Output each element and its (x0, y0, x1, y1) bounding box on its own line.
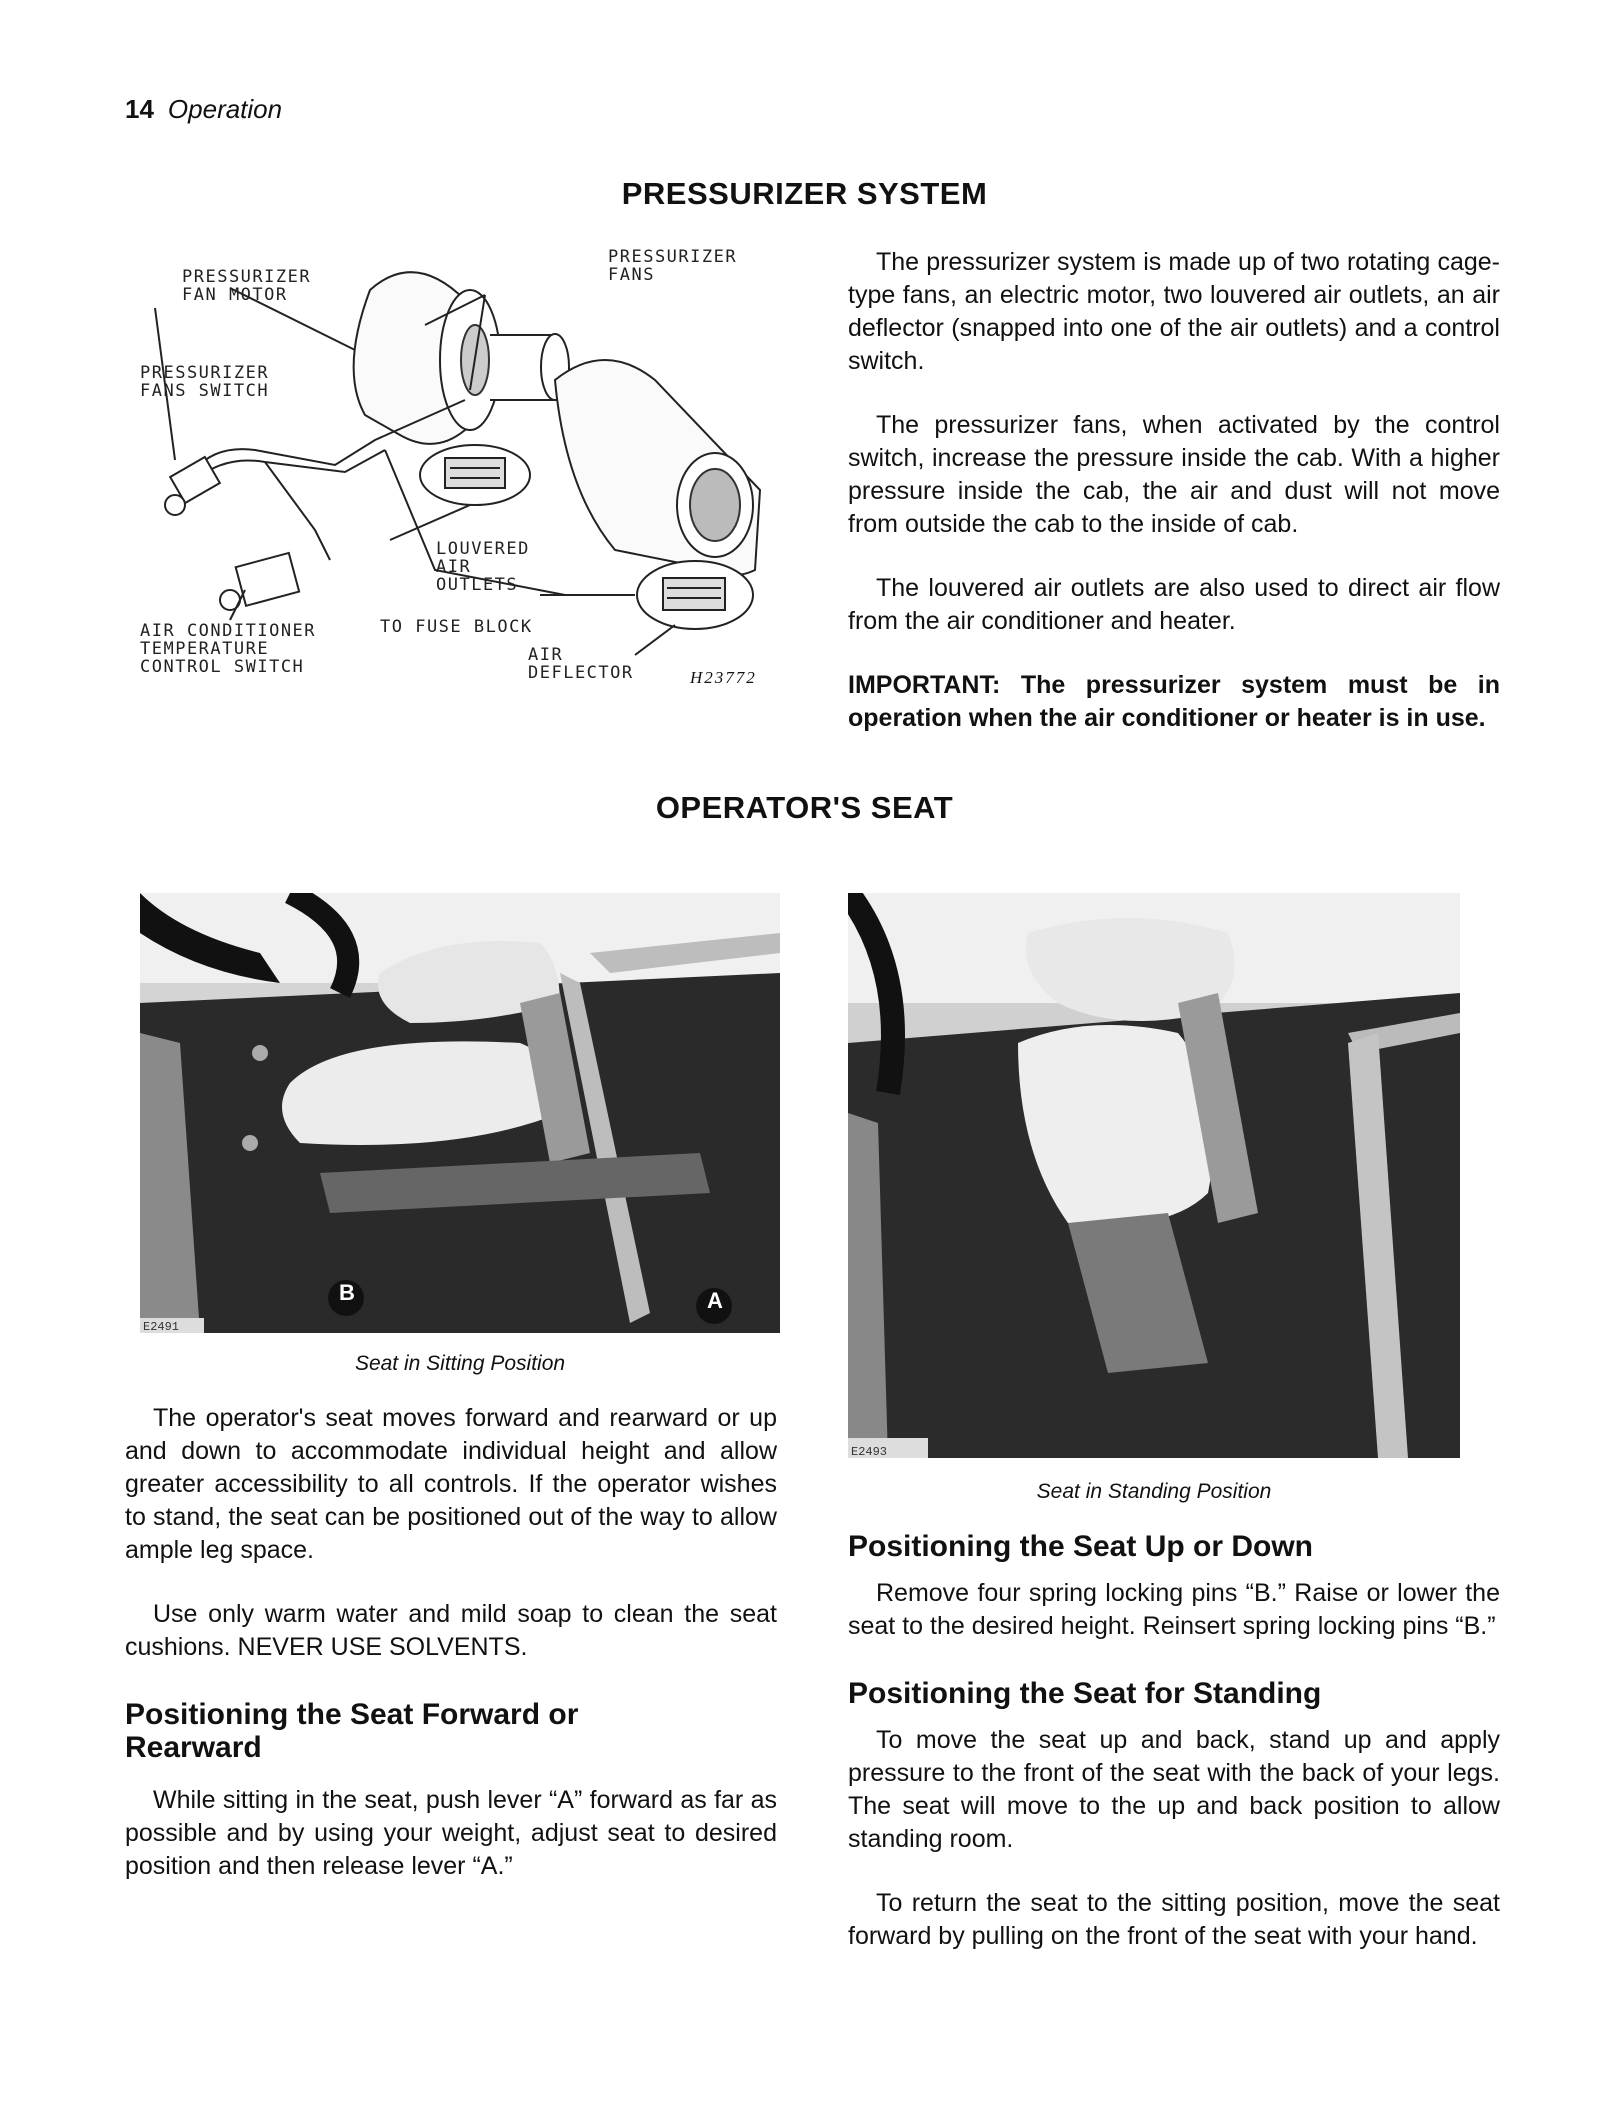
operators-seat-title: OPERATOR'S SEAT (655, 790, 954, 825)
seat-left-text (125, 1402, 777, 1883)
photo-sitting-svg (140, 893, 780, 1333)
pressurizer-title: PRESSURIZER SYSTEM (621, 176, 988, 211)
label-fuse-block: TO FUSE BLOCK (380, 617, 533, 637)
label-louvered-outlets: LOUVERED AIR OUTLETS (436, 539, 530, 595)
label-fans-switch: PRESSURIZER FANS SWITCH (140, 363, 270, 401)
photo-sitting-position (140, 893, 780, 1333)
seat-paragraph-2: Use only warm water and mild soap to clean the seat cushions. NEVER USE SOLVENTS. (125, 1600, 777, 1661)
label-pressurizer-fans: PRESSURIZER FANS (608, 247, 738, 285)
label-fan-motor: PRESSURIZER FAN MOTOR (182, 267, 312, 305)
up-down-text: Remove four spring locking pins “B.” Raise or lower the seat to the desired height. Reinsert spring locking pins “B.” (848, 1579, 1500, 1640)
up-down-heading: Positioning the Seat Up or Down (848, 1530, 1313, 1563)
standing-paragraph-1: To move the seat up and back, stand up and apply pressure to the front of the seat with the back of your legs. The seat will move to the up and back position to allow standing room. (848, 1726, 1500, 1853)
pressurizer-paragraph-1: The pressurizer system is made up of two rotating cage-type fans, an electric motor, two louvered air outlets, an air deflector (snapped into one of the air outlets) and a control switch. (848, 248, 1500, 375)
standing-paragraph-2: To return the seat to the sitting position, move the seat forward by pulling on the front of the seat with your hand. (848, 1889, 1500, 1950)
pressurizer-paragraph-3: The louvered air outlets are also used to direct air flow from the air conditioner and heater. (848, 574, 1500, 635)
forward-rearward-heading: Positioning the Seat Forward or Rearward (125, 1698, 579, 1764)
callout-b: B (339, 1280, 355, 1305)
callout-a: A (707, 1288, 723, 1313)
label-ac-switch: AIR CONDITIONER TEMPERATURE CONTROL SWITCH (140, 621, 317, 677)
photo-left-code: E2491 (143, 1320, 180, 1334)
standing-heading: Positioning the Seat for Standing (848, 1677, 1322, 1710)
important-note: IMPORTANT: The pressurizer system must be in operation when the air conditioner or heater is in use. (848, 671, 1500, 732)
forward-rearward-text: While sitting in the seat, push lever “A” forward as far as possible and by using your weight, adjust seat to desired position and then release lever “A.” (125, 1786, 777, 1880)
pressurizer-paragraph-2: The pressurizer fans, when activated by the control switch, increase the pressure inside the cab. With a higher pressure inside the cab, the air and dust will not move from outside the cab to the inside of cab. (848, 411, 1500, 538)
caption-standing: Seat in Standing Position (1036, 1480, 1272, 1503)
page-number: 14 (125, 94, 154, 124)
photo-right-code: E2493 (851, 1445, 888, 1459)
caption-sitting: Seat in Sitting Position (354, 1352, 566, 1375)
page-header (125, 94, 282, 125)
diagram-figure-code: H23772 (690, 668, 757, 687)
section-name: Operation (167, 94, 283, 124)
seat-right-text (848, 1530, 1500, 1953)
seat-paragraph-1: The operator's seat moves forward and rearward or up and down to accommodate individual height and allow greater accessibility to all controls. If the operator wishes to stand, the seat can be positioned out of the way to allow ample leg space. (125, 1404, 777, 1564)
photo-standing-svg (848, 893, 1460, 1458)
pressurizer-text (848, 246, 1500, 735)
photo-standing-position (848, 893, 1460, 1458)
label-air-deflector: AIR DEFLECTOR (528, 645, 634, 683)
